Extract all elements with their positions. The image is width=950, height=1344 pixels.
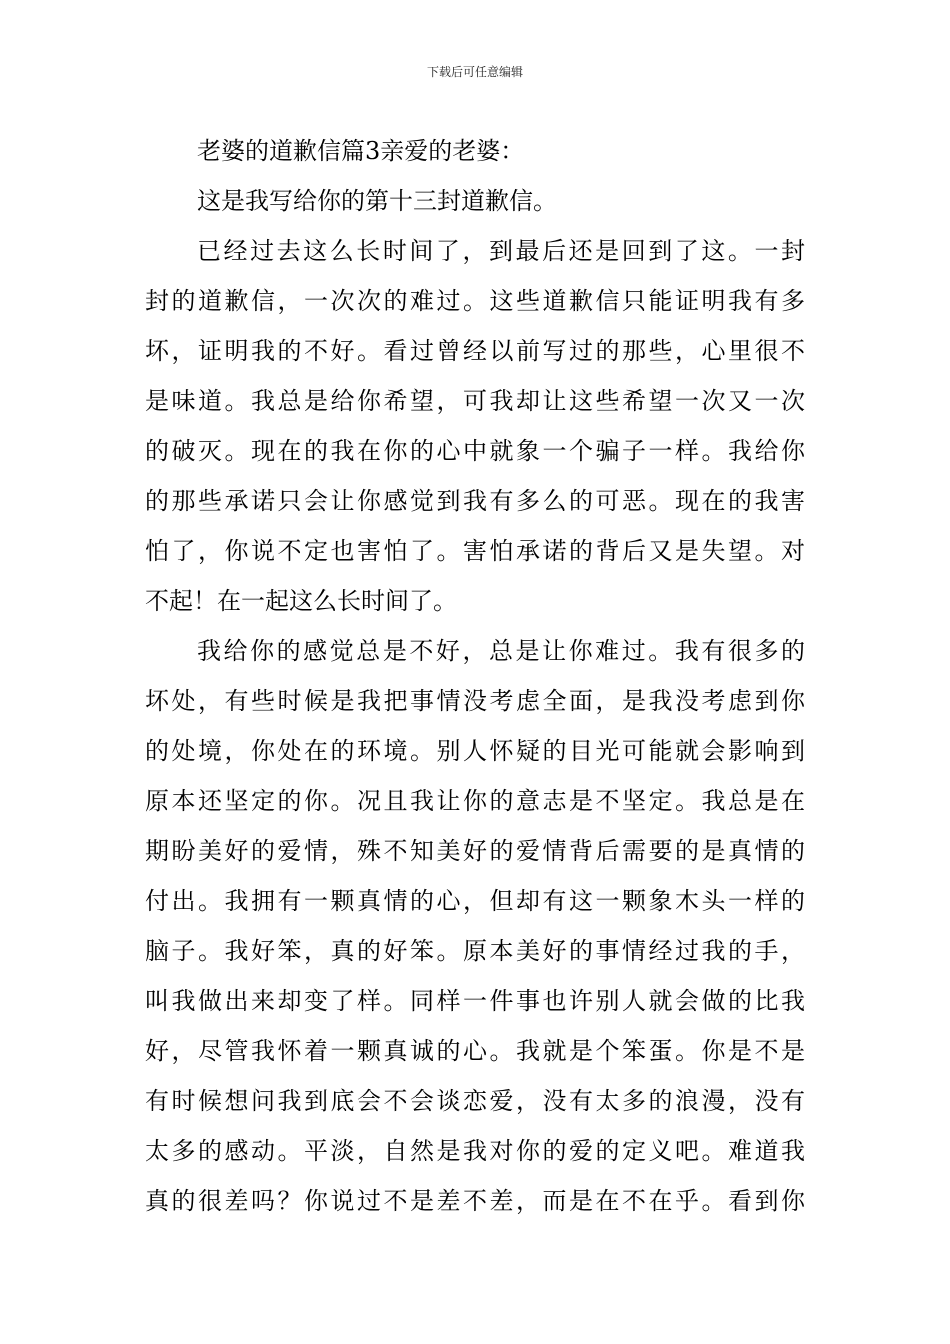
text-line: 的破灭。现在的我在你的心中就象一个骗子一样。我给你 [145,437,805,465]
text-line: 的处境，你处在的环境。别人怀疑的目光可能就会影响到 [145,737,805,765]
text-line: 封的道歉信，一次次的难过。这些道歉信只能证明我有多 [145,287,805,315]
text-line: 坏，证明我的不好。看过曾经以前写过的那些，心里很不 [145,337,805,365]
text-line: 原本还坚定的你。况且我让你的意志是不坚定。我总是在 [145,787,805,815]
text-line: 叫我做出来却变了样。同样一件事也许别人就会做的比我 [145,987,805,1015]
text-line: 这是我写给你的第十三封道歉信。 [197,187,557,215]
text-line: 我给你的感觉总是不好，总是让你难过。我有很多的 [197,637,805,665]
text-line: 坏处，有些时候是我把事情没考虑全面，是我没考虑到你 [145,687,805,715]
text-line: 有时候想问我到底会不会谈恋爱，没有太多的浪漫，没有 [145,1087,805,1115]
page-header: 下载后可任意编辑 [426,65,523,79]
text-line: 好，尽管我怀着一颗真诚的心。我就是个笨蛋。你是不是 [145,1037,805,1065]
text-line: 不起！在一起这么长时间了。 [145,587,457,615]
text-line: 真的很差吗？你说过不是差不差，而是在不在乎。看到你 [145,1187,805,1215]
text-line: 期盼美好的爱情，殊不知美好的爱情背后需要的是真情的 [145,837,805,865]
letter-title-line: 老婆的道歉信篇3亲爱的老婆： [197,137,525,165]
text-line: 脑子。我好笨，真的好笨。原本美好的事情经过我的手， [145,937,805,965]
letter-body [145,126,805,1226]
text-line: 付出。我拥有一颗真情的心，但却有这一颗象木头一样的 [145,887,805,915]
text-line: 太多的感动。平淡，自然是我对你的爱的定义吧。难道我 [145,1137,805,1165]
text-line: 怕了，你说不定也害怕了。害怕承诺的背后又是失望。对 [145,537,805,565]
text-line: 已经过去这么长时间了，到最后还是回到了这。一封 [197,237,805,265]
text-line: 是味道。我总是给你希望，可我却让这些希望一次又一次 [145,387,805,415]
text-line: 的那些承诺只会让你感觉到我有多么的可恶。现在的我害 [145,487,805,515]
